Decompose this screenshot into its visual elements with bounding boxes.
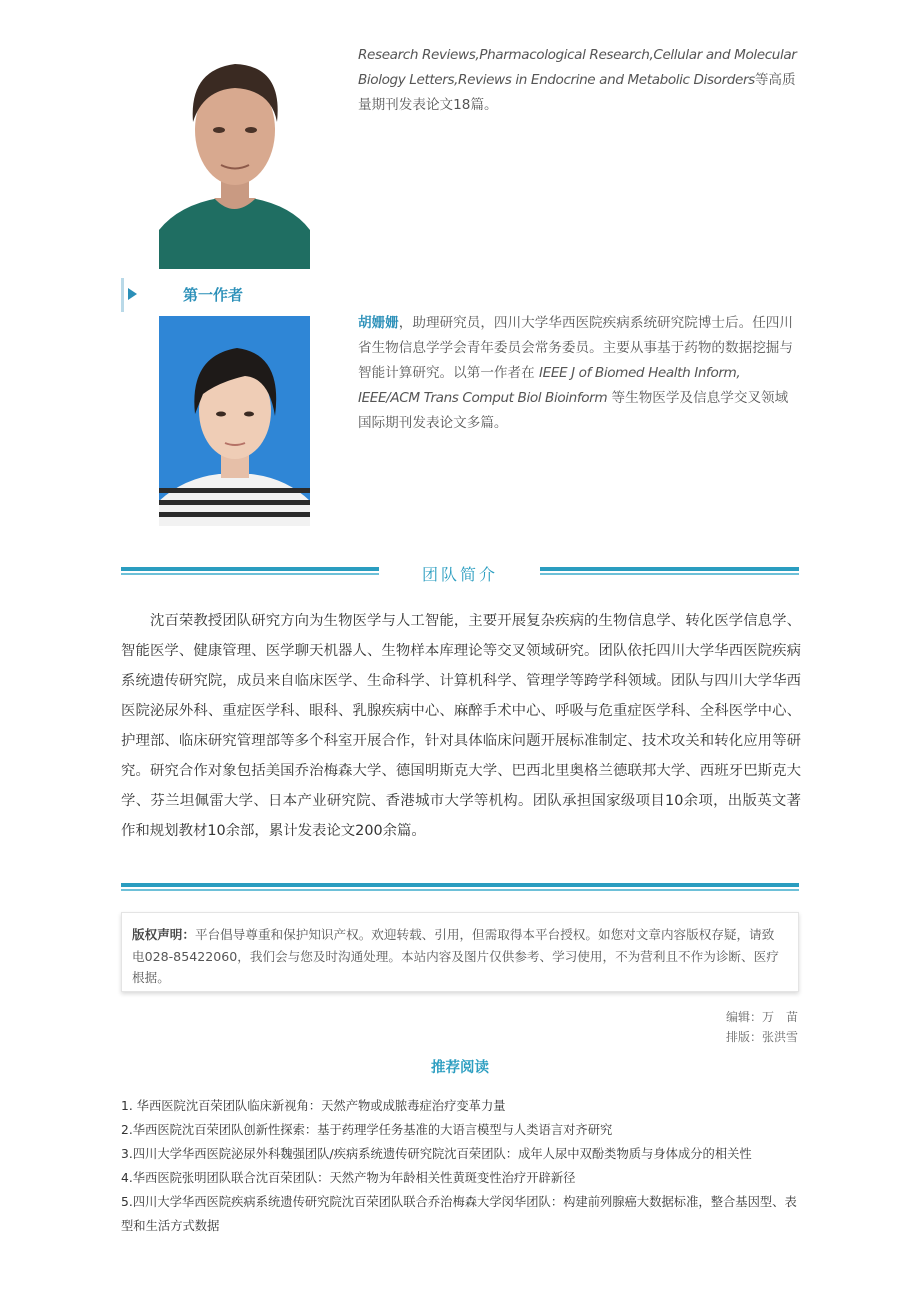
first-author-header: [121, 278, 321, 312]
bio-suffix: 等高质量期刊发表论文18篇。: [358, 72, 796, 113]
team-section-title: 团队简介: [421, 565, 498, 584]
editor-credit: 编辑：万 苗: [725, 1010, 798, 1024]
header-bar: [121, 278, 124, 312]
recommended-link[interactable]: 2.华西医院沈百荣团队创新性探索：基于药理学任务基准的大语言模型与人类语言对齐研究: [121, 1123, 613, 1137]
section-divider-left: [121, 567, 379, 575]
first-author-label: 第一作者: [183, 286, 244, 304]
author-bio-continuation: [358, 43, 800, 118]
recommended-list: [121, 1094, 801, 1238]
team-description: 沈百荣教授团队研究方向为生物医学与人工智能，主要开展复杂疾病的生物信息学、转化医学信息学、智能医学、健康管理、医学聊天机器人、生物样本库理论等交叉领域研究。团队依托四川大学华西医院疾病系统遗传研究院，成员来自临床医学、生命科学、计算机科学、管理学等跨学科领域。团队与四川大学华西医院泌尿外科、重症医学科、眼科、乳腺疾病中心、麻醉手术中心、呼吸与危重症医学科、全科医学中心、护理部、临床研究管理部等多个科室开展合作，针对具体临床问题开展标准制定、技术攻关和转化应用等研究。研究合作对象包括美国乔治梅森大学、德国明斯克大学、巴西北里奥格兰德联邦大学、西班牙巴斯克大学、芬兰坦佩雷大学、日本产业研究院、香港城市大学等机构。团队承担国家级项目10余项，出版英文著作和规划教材10余部，累计发表论文200余篇。: [121, 613, 801, 839]
journal-list: Research Reviews,Pharmacological Research,Cellular and Molecular Biology Letters,Reviews in Endocrine and Metabolic Disorders: [358, 47, 797, 88]
recommended-link[interactable]: 5.四川大学华西医院疾病系统遗传研究院沈百荣团队联合乔治梅森大学闵华团队：构建前列腺癌大数据标准，整合基因型、表型和生活方式数据: [121, 1195, 797, 1233]
copyright-label: 版权声明：: [132, 927, 195, 942]
journal-list: IEEE J of Biomed Health Inform, IEEE/ACM Trans Comput Biol Bioinform: [358, 365, 741, 406]
bio-text-2: 等生物医学及信息学交叉领域国际期刊发表论文多篇。: [358, 390, 789, 431]
recommended-reading-title: 推荐阅读: [431, 1060, 489, 1076]
section-divider-right: [540, 567, 799, 575]
bio-text-1: ，助理研究员，四川大学华西医院疾病系统研究院博士后。任四川省生物信息学学会青年委员会常务委员。主要从事基于药物的数据挖掘与智能计算研究。以第一作者在: [358, 315, 793, 381]
author-portrait-photo: [159, 30, 310, 269]
copyright-notice: [121, 912, 799, 992]
first-author-bio: [358, 311, 800, 436]
author-name: 胡姗姗: [358, 315, 399, 331]
recommended-link[interactable]: 4.华西医院张明团队联合沈百荣团队：天然产物为年龄相关性黄斑变性治疗开辟新径: [121, 1171, 576, 1185]
first-author-portrait-photo: [159, 316, 310, 526]
section-divider-bottom: [121, 883, 799, 891]
recommended-link[interactable]: 1. 华西医院沈百荣团队临床新视角：天然产物或成脓毒症治疗变革力量: [121, 1099, 506, 1113]
copyright-text: 平台倡导尊重和保护知识产权。欢迎转载、引用，但需取得本平台授权。如您对文章内容版权存疑，请致电028-85422060，我们会与您及时沟通处理。本站内容及图片仅供参考、学习使用，不为营利且不作为诊断、医疗根据。: [132, 927, 779, 985]
layout-credit: 排版：张洪雪: [725, 1030, 798, 1044]
triangle-icon: [128, 288, 137, 300]
recommended-link[interactable]: 3.四川大学华西医院泌尿外科魏强团队/疾病系统遗传研究院沈百荣团队：成年人尿中双酚类物质与身体成分的相关性: [121, 1147, 752, 1161]
